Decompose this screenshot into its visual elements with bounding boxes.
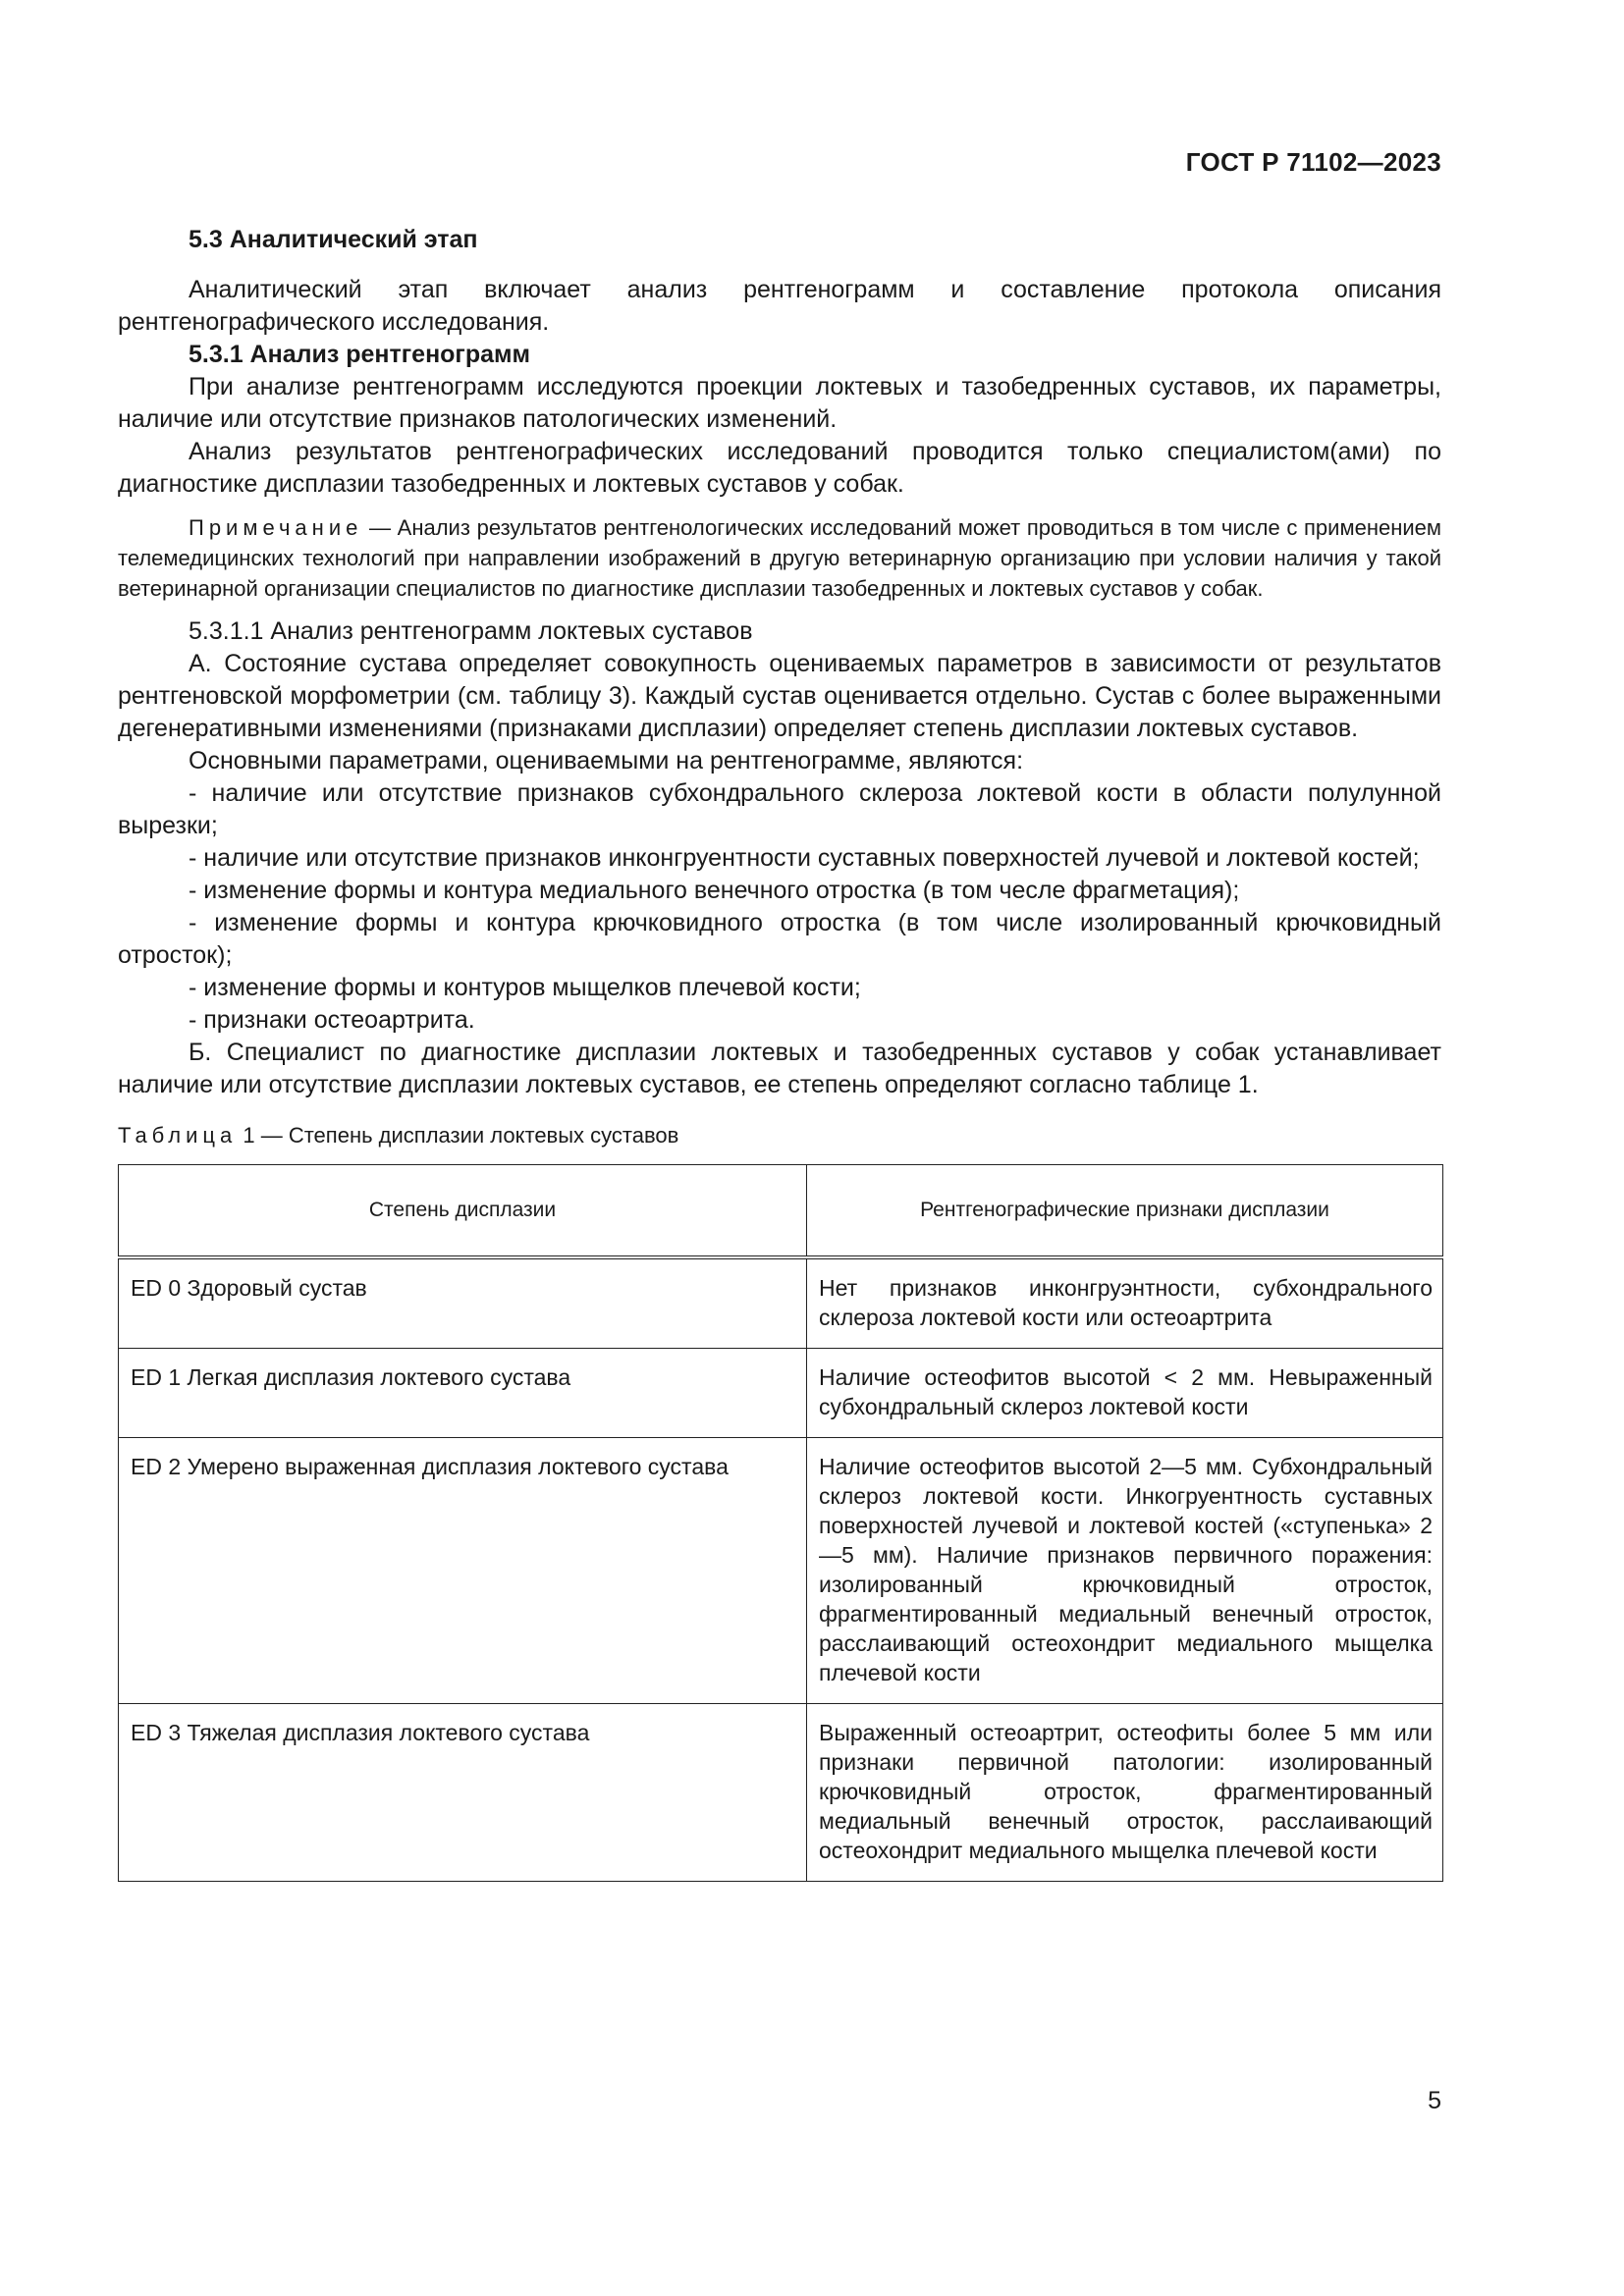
table-caption — [118, 1121, 1441, 1150]
page-number: 5 — [1428, 2087, 1441, 2114]
table-row — [119, 1438, 1443, 1704]
grade-cell: ED 3 Тяжелая дисплазия локтевого сустава — [119, 1704, 807, 1882]
list-item: - наличие или отсутствие признаков инконгруентности суставных поверхностей лучевой и локтевой костей; — [189, 844, 1420, 872]
paragraph-a: А. Состояние сустава определяет совокупность оцениваемых параметров в зависимости от результатов рентгеновской морфометрии (см. таблицу 3). Каждый сустав оценивается отдельно. Сустав с более выраженными дегенеративными изменениями (признаками дисплазии) определяет степень дисплазии локтевых суставов. — [118, 650, 1441, 742]
subsection-heading: 5.3.1 Анализ рентгенограмм — [189, 341, 531, 368]
signs-cell: Нет признаков инконгруэнтности, субхондрального склероза локтевой кости или остеоартрита — [807, 1257, 1443, 1349]
table-row — [119, 1349, 1443, 1438]
table-caption-text: 1 — Степень дисплазии локтевых суставов — [237, 1123, 679, 1148]
table-row — [119, 1257, 1443, 1349]
grade-cell: ED 0 Здоровый сустав — [119, 1257, 807, 1349]
paragraph: Анализ результатов рентгенографических исследований проводится только специалистом(ами) по диагностике дисплазии тазобедренных и локтевых суставов у собак. — [118, 438, 1441, 498]
item-heading: 5.3.1.1 Анализ рентгенограмм локтевых суставов — [189, 617, 753, 645]
note-text: — Анализ результатов рентгенологических исследований может проводиться в том числе с применением телемедицинских технологий при направлении изображений в другую ветеринарную организацию при условии наличия у такой ветеринарной организации специалистов по диагностике дисплазии тазобедренных и локтевых суставов у собак. — [118, 515, 1441, 601]
paragraph-b: Б. Специалист по диагностике дисплазии локтевых и тазобедренных суставов у собак устанавливает наличие или отсутствие дисплазии локтевых суставов, ее степень определяют согласно таблице 1. — [118, 1039, 1441, 1098]
table-caption-word: Таблица — [118, 1123, 238, 1148]
params-intro: Основными параметрами, оцениваемыми на рентгенограмме, являются: — [189, 747, 1024, 774]
section-heading: 5.3 Аналитический этап — [189, 226, 478, 253]
note — [118, 512, 1441, 604]
document-body — [118, 224, 1441, 1882]
paragraph: При анализе рентгенограмм исследуются проекции локтевых и тазобедренных суставов, их параметры, наличие или отсутствие признаков патологических изменений. — [118, 373, 1441, 433]
document-code: ГОСТ Р 71102—2023 — [1185, 147, 1441, 177]
list-item: - изменение формы и контура медиального венечного отростка (в том чесле фрагметация); — [189, 877, 1240, 904]
list-item: - изменение формы и контура крючковидного отростка (в том числе изолированный крючковидный отросток); — [118, 909, 1441, 969]
grade-cell: ED 1 Легкая дисплазия локтевого сустава — [119, 1349, 807, 1438]
signs-cell: Наличие остеофитов высотой 2—5 мм. Субхондральный склероз локтевой кости. Инкогруентность суставных поверхностей лучевой и локтевой костей («ступенька» 2—5 мм). Наличие признаков первичного поражения: изолированный крючковидный отросток, фрагментированный медиальный венечный отросток, расслаивающий остеохондрит медиального мыщелка плечевой кости — [807, 1438, 1443, 1704]
dysplasia-table — [118, 1164, 1443, 1882]
table-header-signs: Рентгенографические признаки дисплазии — [807, 1165, 1443, 1258]
signs-cell: Выраженный остеоартрит, остеофиты более 5 мм или признаки первичной патологии: изолированный крючковидный отросток, фрагментированный медиальный венечный отросток, расслаивающий остеохондрит медиального мыщелка плечевой кости — [807, 1704, 1443, 1882]
signs-cell: Наличие остеофитов высотой < 2 мм. Невыраженный субхондральный склероз локтевой кости — [807, 1349, 1443, 1438]
list-item: - признаки остеоартрита. — [189, 1006, 475, 1034]
grade-cell: ED 2 Умерено выраженная дисплазия локтевого сустава — [119, 1438, 807, 1704]
table-row — [119, 1704, 1443, 1882]
list-item: - изменение формы и контуров мыщелков плечевой кости; — [189, 974, 861, 1001]
note-label: Примечание — [189, 515, 363, 540]
list-item: - наличие или отсутствие признаков субхондрального склероза локтевой кости в области полулунной вырезки; — [118, 779, 1441, 839]
table-header-grade: Степень дисплазии — [119, 1165, 807, 1258]
section-intro: Аналитический этап включает анализ рентгенограмм и составление протокола описания рентгенографического исследования. — [118, 276, 1441, 336]
